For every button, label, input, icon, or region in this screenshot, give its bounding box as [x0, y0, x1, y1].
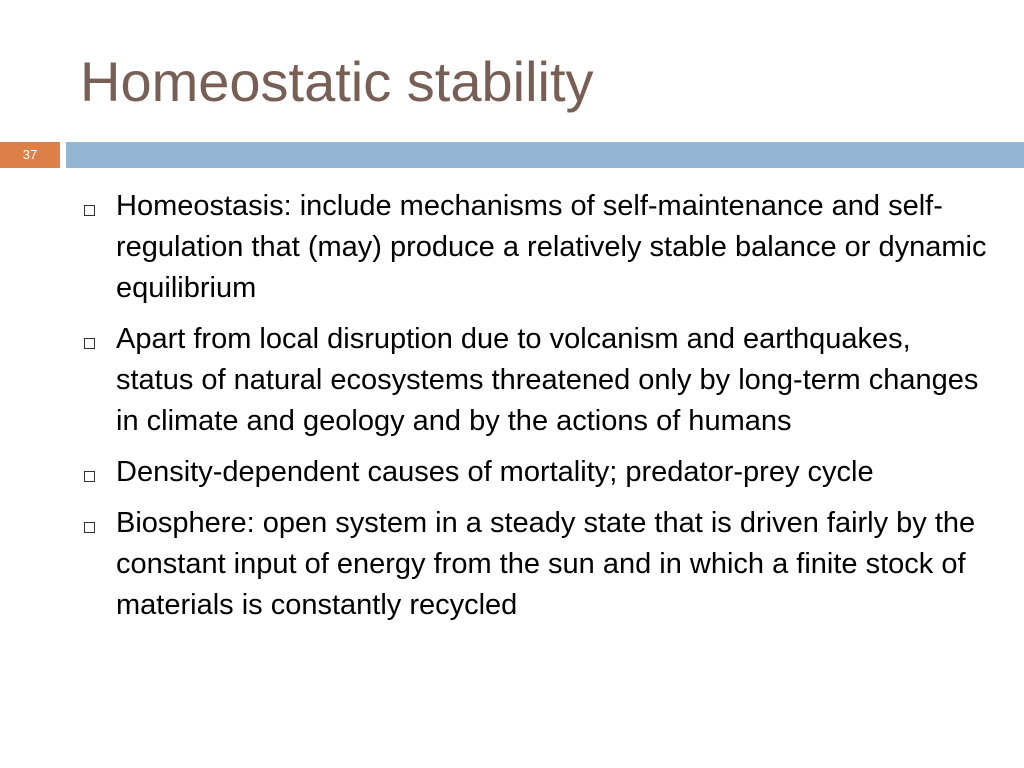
- slide-number: 37: [0, 142, 60, 168]
- bullet-text: Apart from local disruption due to volcanism and earthquakes, status of natural ecosystems threatened only by long-term changes in climate and geology and by the actions of humans: [116, 323, 979, 437]
- bullet-item: [80, 319, 990, 442]
- hollow-square-bullet-icon: [84, 205, 95, 216]
- hollow-square-bullet-icon: [84, 338, 95, 349]
- bullet-item: [80, 186, 990, 309]
- title-rule-bar: [66, 142, 1024, 168]
- hollow-square-bullet-icon: [84, 522, 95, 533]
- bullet-text: Biosphere: open system in a steady state that is driven fairly by the constant input of energy from the sun and in which a finite stock of materials is constantly recycled: [116, 507, 976, 621]
- bullet-text: Homeostasis: include mechanisms of self-maintenance and self-regulation that (may) produce a relatively stable balance or dynamic equilibrium: [116, 190, 987, 304]
- slide-title: Homeostatic stability: [80, 50, 594, 113]
- hollow-square-bullet-icon: [84, 471, 95, 482]
- bullet-text: Density-dependent causes of mortality; predator-prey cycle: [116, 456, 874, 488]
- bullet-item: [80, 503, 990, 626]
- bullet-list: [80, 186, 990, 636]
- bullet-item: [80, 452, 990, 493]
